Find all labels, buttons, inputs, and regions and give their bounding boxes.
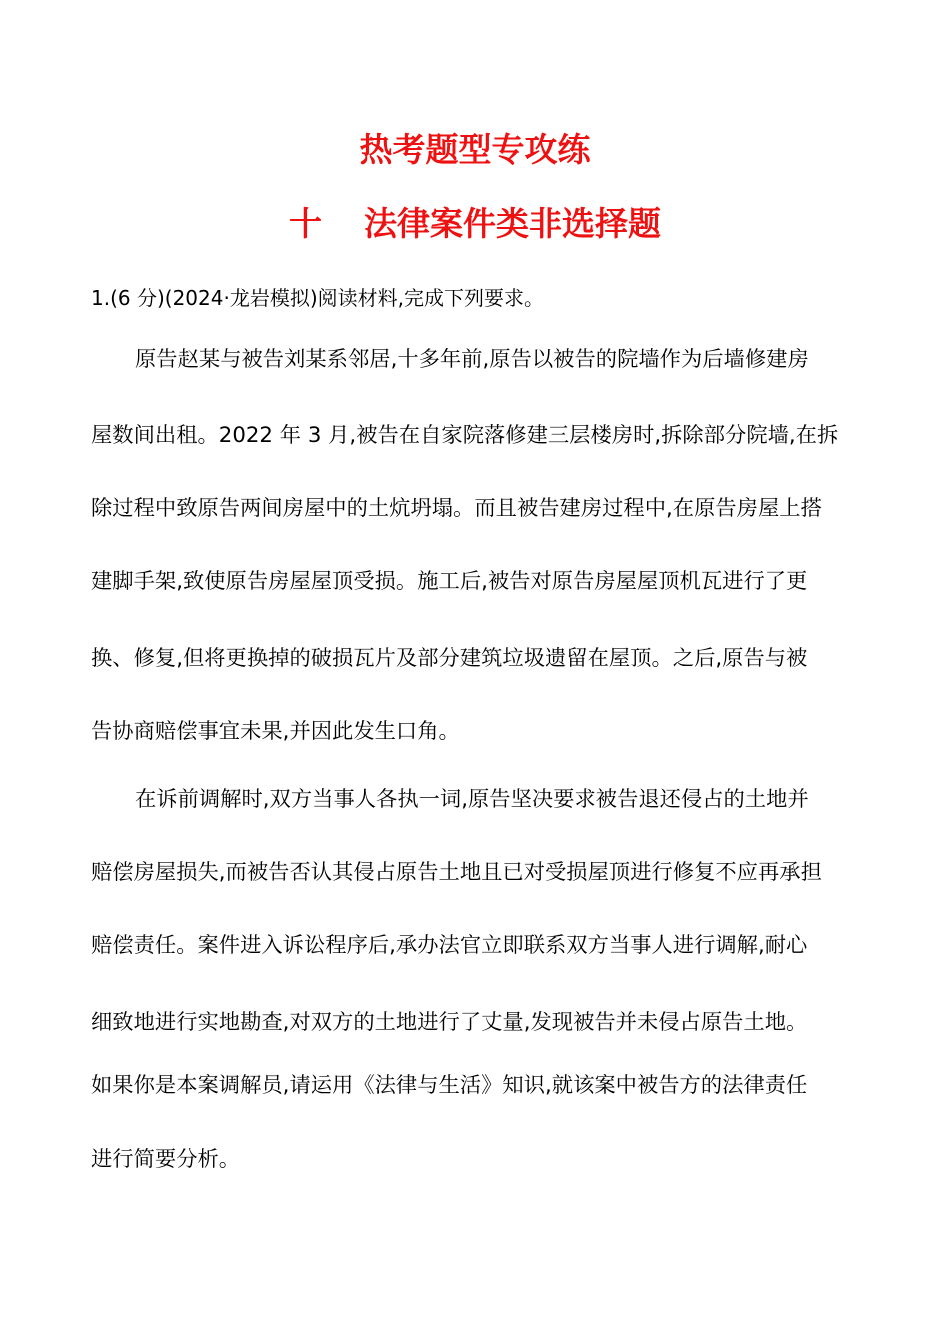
paragraph-line: 细致地进行实地勘查,对双方的土地进行了丈量,发现被告并未侵占原告土地。 (91, 1010, 808, 1035)
page-title (0, 130, 950, 170)
section-number: 十 (289, 204, 322, 243)
paragraph-line: 除过程中致原告两间房屋中的土炕坍塌。而且被告建房过程中,在原告房屋上搭 (91, 496, 822, 521)
paragraph-line: 原告赵某与被告刘某系邻居,十多年前,原告以被告的院墙作为后墙修建房 (135, 347, 809, 372)
paragraph-line: 换、修复,但将更换掉的破损瓦片及部分建筑垃圾遗留在屋顶。之后,原告与被 (91, 646, 808, 671)
paragraph-line: 告协商赔偿事宜未果,并因此发生口角。 (91, 719, 460, 744)
section-title (0, 204, 950, 244)
question-prompt-line: 如果你是本案调解员,请运用《法律与生活》知识,就该案中被告方的法律责任 (91, 1073, 808, 1098)
question-header: 1.(6 分)(2024·龙岩模拟)阅读材料,完成下列要求。 (91, 286, 544, 310)
paragraph-line: 建脚手架,致使原告房屋屋顶受损。施工后,被告对原告房屋屋顶机瓦进行了更 (91, 569, 808, 594)
paragraph-line: 赔偿房屋损失,而被告否认其侵占原告土地且已对受损屋顶进行修复不应再承担 (91, 860, 822, 885)
paragraph-line: 屋数间出租。2022 年 3 月,被告在自家院落修建三层楼房时,拆除部分院墙,在拆 (91, 423, 839, 448)
paragraph-line: 赔偿责任。案件进入诉讼程序后,承办法官立即联系双方当事人进行调解,耐心 (91, 933, 808, 958)
section-title-text: 法律案件类非选择题 (364, 204, 661, 243)
question-prompt-line: 进行简要分析。 (91, 1147, 241, 1172)
title-text: 热考题型专攻练 (359, 130, 591, 169)
paragraph-line: 在诉前调解时,双方当事人各执一词,原告坚决要求被告退还侵占的土地并 (135, 787, 809, 812)
